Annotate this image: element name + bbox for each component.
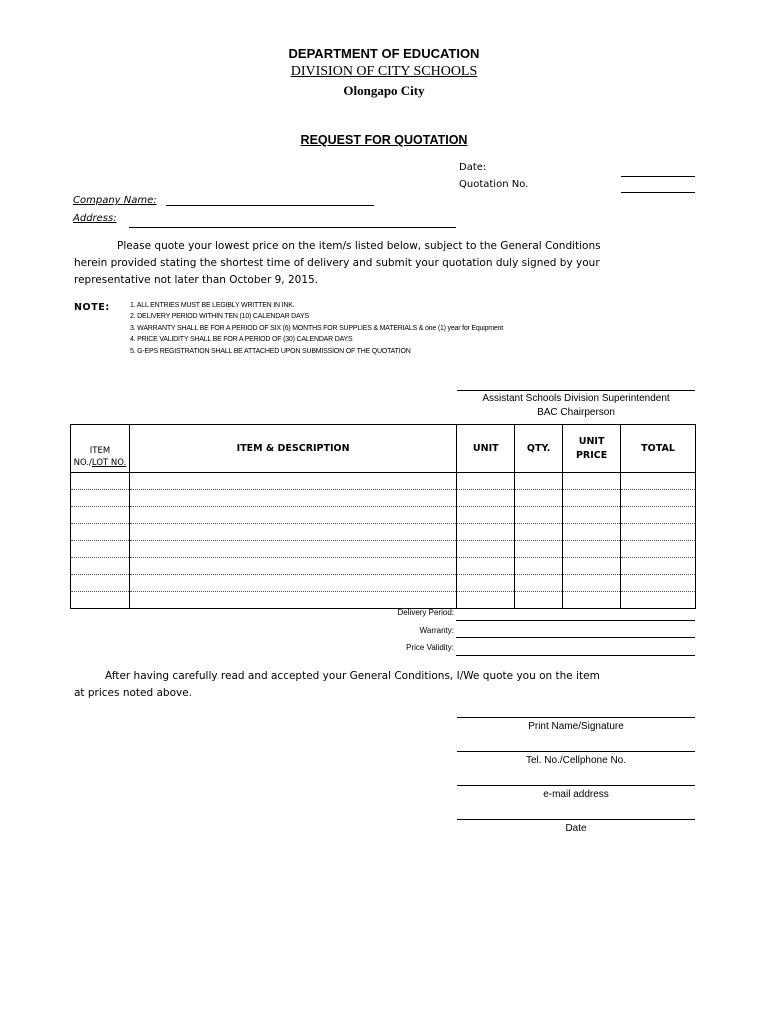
table-cell[interactable] [515, 558, 563, 575]
table-cell[interactable] [563, 490, 621, 507]
table-cell[interactable] [129, 507, 456, 524]
table-cell[interactable] [457, 592, 515, 609]
price-validity-label: Price Validity: [406, 643, 454, 652]
table-cell[interactable] [71, 507, 130, 524]
intro-paragraph [74, 238, 634, 289]
table-row [71, 524, 696, 541]
note-item: 5. G-EPS REGISTRATION SHALL BE ATTACHED UPON SUBMISSION OF THE QUOTATION [130, 347, 411, 355]
table-cell[interactable] [621, 575, 696, 592]
intro-line: Please quote your lowest price on the item/s listed below, subject to the General Conditions [117, 240, 601, 252]
table-cell[interactable] [621, 490, 696, 507]
date-field[interactable] [621, 176, 695, 177]
table-cell[interactable] [515, 541, 563, 558]
table-cell[interactable] [621, 524, 696, 541]
date-signature-line[interactable] [457, 819, 695, 820]
delivery-period-field[interactable] [456, 620, 695, 621]
note-item: 3. WARRANTY SHALL BE FOR A PERIOD OF SIX (6) MONTHS FOR SUPPLIES & MATERIALS & one (1) year for Equipment [130, 324, 504, 332]
col-description: ITEM & DESCRIPTION [129, 425, 456, 473]
division-title: DIVISION OF CITY SCHOOLS [290, 64, 478, 79]
table-cell[interactable] [563, 541, 621, 558]
email-line[interactable] [457, 785, 695, 786]
table-cell[interactable] [457, 490, 515, 507]
table-cell[interactable] [457, 473, 515, 490]
table-cell[interactable] [563, 575, 621, 592]
table-cell[interactable] [129, 524, 456, 541]
bac-title-2: BAC Chairperson [537, 407, 615, 418]
table-header-row [71, 425, 696, 473]
table-cell[interactable] [563, 592, 621, 609]
table-cell[interactable] [563, 524, 621, 541]
table-cell[interactable] [621, 592, 696, 609]
quotation-no-field[interactable] [621, 192, 695, 193]
price-validity-field[interactable] [456, 655, 695, 656]
table-cell[interactable] [129, 575, 456, 592]
table-cell[interactable] [515, 524, 563, 541]
col-unit-price-line2: PRICE [575, 449, 608, 461]
col-item-no [71, 425, 130, 473]
table-cell[interactable] [71, 541, 130, 558]
col-item-no-line2: NO./LOT NO. [73, 458, 127, 468]
table-row [71, 507, 696, 524]
table-cell[interactable] [71, 490, 130, 507]
col-unit: UNIT [457, 425, 515, 473]
table-row [71, 541, 696, 558]
closing-line: After having carefully read and accepted your General Conditions, I/We quote you on the item [105, 670, 600, 682]
print-name-label: Print Name/Signature [528, 721, 624, 732]
address-field[interactable] [129, 227, 456, 228]
date-label: Date: [459, 162, 487, 173]
bac-signature-line[interactable] [457, 390, 695, 391]
quotation-no-label: Quotation No. [459, 179, 529, 190]
table-cell[interactable] [129, 592, 456, 609]
col-total: TOTAL [621, 425, 696, 473]
col-unit-price-line1: UNIT [578, 435, 605, 447]
table-cell[interactable] [71, 524, 130, 541]
table-cell[interactable] [71, 558, 130, 575]
note-item: 4. PRICE VALIDITY SHALL BE FOR A PERIOD OF (30) CALENDAR DAYS [130, 336, 353, 344]
table-cell[interactable] [457, 558, 515, 575]
table-cell[interactable] [563, 507, 621, 524]
note-item: 2. DELIVERY PERIOD WITHIN TEN (10) CALENDAR DAYS [130, 313, 309, 321]
company-name-label: Company Name: [73, 195, 157, 206]
table-cell[interactable] [515, 507, 563, 524]
closing-paragraph [74, 668, 634, 702]
table-row [71, 575, 696, 592]
address-label: Address: [73, 213, 117, 224]
table-row [71, 558, 696, 575]
intro-line: representative not later than October 9, 2015. [74, 274, 319, 286]
date-signature-label: Date [565, 823, 587, 834]
tel-label: Tel. No./Cellphone No. [525, 755, 627, 766]
tel-line[interactable] [457, 751, 695, 752]
col-unit-price [563, 425, 621, 473]
table-cell[interactable] [621, 507, 696, 524]
table-cell[interactable] [515, 575, 563, 592]
bac-title-1: Assistant Schools Division Superintendent [482, 393, 670, 404]
table-cell[interactable] [457, 507, 515, 524]
table-cell[interactable] [129, 558, 456, 575]
table-cell[interactable] [563, 473, 621, 490]
table-cell[interactable] [621, 558, 696, 575]
table-cell[interactable] [621, 541, 696, 558]
table-cell[interactable] [457, 575, 515, 592]
warranty-label: Warranty: [419, 626, 454, 635]
table-cell[interactable] [563, 558, 621, 575]
table-cell[interactable] [71, 592, 130, 609]
signature-line[interactable] [457, 717, 695, 718]
table-row [71, 592, 696, 609]
note-label: NOTE: [74, 302, 110, 313]
table-cell[interactable] [515, 473, 563, 490]
note-list [130, 300, 550, 357]
table-cell[interactable] [129, 473, 456, 490]
city-title: Olongapo City [343, 83, 425, 98]
col-qty: QTY. [515, 425, 563, 473]
company-name-field[interactable] [166, 205, 374, 206]
department-title: DEPARTMENT OF EDUCATION [288, 46, 480, 61]
table-cell[interactable] [515, 592, 563, 609]
items-table [70, 424, 696, 609]
email-label: e-mail address [543, 789, 609, 800]
table-row [71, 490, 696, 507]
table-cell[interactable] [71, 575, 130, 592]
table-cell[interactable] [457, 541, 515, 558]
table-cell[interactable] [457, 524, 515, 541]
warranty-field[interactable] [456, 637, 695, 638]
note-item: 1. ALL ENTRIES MUST BE LEGIBLY WRITTEN IN INK. [130, 302, 295, 309]
table-cell[interactable] [71, 473, 130, 490]
table-cell[interactable] [515, 490, 563, 507]
col-item-no-line1: ITEM [89, 446, 111, 456]
delivery-period-label: Delivery Period: [397, 608, 454, 617]
form-title: REQUEST FOR QUOTATION [300, 133, 468, 147]
closing-line: at prices noted above. [74, 687, 193, 699]
table-row [71, 473, 696, 490]
table-cell[interactable] [129, 541, 456, 558]
intro-line: herein provided stating the shortest time of delivery and submit your quotation duly signed by your [74, 257, 600, 269]
table-cell[interactable] [621, 473, 696, 490]
table-cell[interactable] [129, 490, 456, 507]
